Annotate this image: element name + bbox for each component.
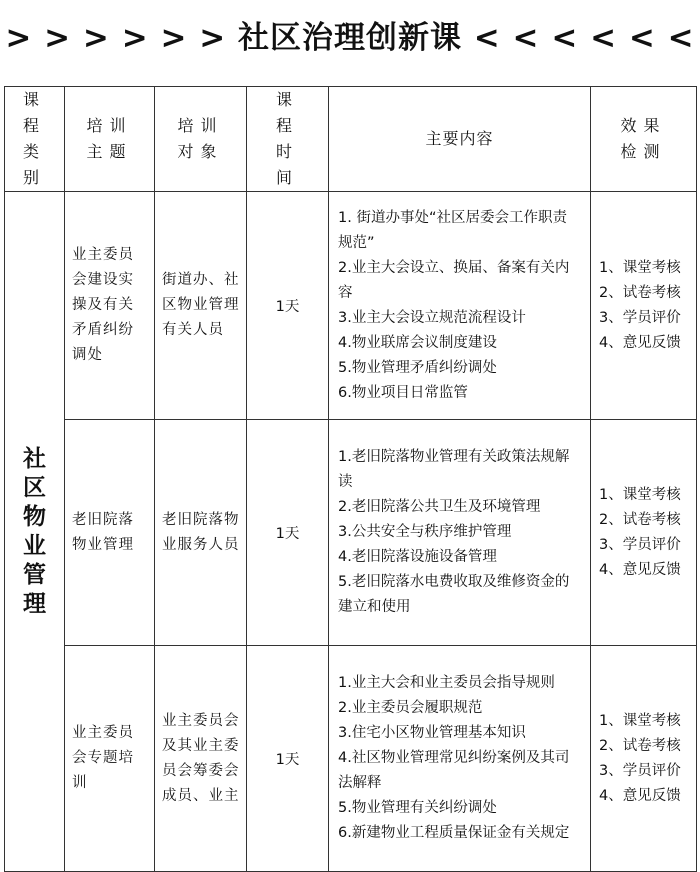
course-table — [4, 86, 697, 872]
page-title: > > > > > > 社区治理创新课 < < < < < < — [5, 20, 695, 56]
content-item: 4.老旧院落设施设备管理 — [338, 549, 497, 565]
topic-cell: 业主委员会建设实操及有关矛盾纠纷调处 — [65, 192, 155, 420]
effect-item: 4、意见反馈 — [599, 561, 681, 578]
effect-item: 2、试卷考核 — [599, 284, 681, 301]
effect-item: 2、试卷考核 — [599, 511, 681, 528]
effect-cell — [591, 192, 697, 420]
effect-item: 1、课堂考核 — [599, 712, 681, 729]
content-item: 1.业主大会和业主委员会指导规则 — [338, 675, 555, 691]
time-cell: 1天 — [247, 420, 329, 646]
effect-item: 3、学员评价 — [599, 309, 681, 326]
header-category: 课程类别 — [5, 87, 65, 192]
table-row — [5, 646, 697, 872]
effect-item: 4、意见反馈 — [599, 787, 681, 804]
target-cell: 街道办、社区物业管理有关人员 — [155, 192, 247, 420]
content-cell — [329, 646, 591, 872]
header-effect: 效果检测 — [591, 87, 697, 192]
content-item: 1. 街道办事处“社区居委会工作职责规范” — [338, 209, 567, 251]
content-item: 3.住宅小区物业管理基本知识 — [338, 725, 526, 741]
target-cell: 老旧院落物业服务人员 — [155, 420, 247, 646]
effect-item: 1、课堂考核 — [599, 486, 681, 503]
topic-cell: 老旧院落物业管理 — [65, 420, 155, 646]
table-row — [5, 420, 697, 646]
content-item: 2.老旧院落公共卫生及环境管理 — [338, 499, 541, 515]
content-item: 3.业主大会设立规范流程设计 — [338, 309, 526, 326]
time-cell: 1天 — [247, 192, 329, 420]
header-time: 课程时间 — [247, 87, 329, 192]
effect-cell — [591, 420, 697, 646]
content-item: 6.物业项目日常监管 — [338, 384, 468, 401]
effect-cell — [591, 646, 697, 872]
content-item: 1.老旧院落物业管理有关政策法规解读 — [338, 449, 570, 490]
content-cell — [329, 420, 591, 646]
header-target: 培训对象 — [155, 87, 247, 192]
content-item: 5.老旧院落水电费收取及维修资金的建立和使用 — [338, 574, 570, 615]
effect-item: 4、意见反馈 — [599, 334, 681, 351]
effect-item: 3、学员评价 — [599, 762, 681, 779]
content-item: 5.物业管理矛盾纠纷调处 — [338, 359, 497, 376]
header-topic: 培训主题 — [65, 87, 155, 192]
target-cell: 业主委员会及其业主委员会筹委会成员、业主 — [155, 646, 247, 872]
table-row — [5, 192, 697, 420]
content-item: 3.公共安全与秩序维护管理 — [338, 524, 512, 540]
content-item: 4.物业联席会议制度建设 — [338, 334, 497, 351]
effect-item: 2、试卷考核 — [599, 737, 681, 754]
content-item: 6.新建物业工程质量保证金有关规定 — [338, 825, 570, 841]
content-item: 2.业主大会设立、换届、备案有关内容 — [338, 259, 570, 301]
header-content: 主要内容 — [329, 87, 591, 192]
header-row — [5, 87, 697, 192]
category-cell: 社区物业管理 — [5, 192, 65, 872]
effect-item: 1、课堂考核 — [599, 259, 681, 276]
topic-cell: 业主委员会专题培训 — [65, 646, 155, 872]
content-item: 5.物业管理有关纠纷调处 — [338, 800, 497, 816]
time-cell: 1天 — [247, 646, 329, 872]
effect-item: 3、学员评价 — [599, 536, 681, 553]
content-item: 4.社区物业管理常见纠纷案例及其司法解释 — [338, 750, 570, 791]
content-item: 2.业主委员会履职规范 — [338, 700, 483, 716]
content-cell — [329, 192, 591, 420]
